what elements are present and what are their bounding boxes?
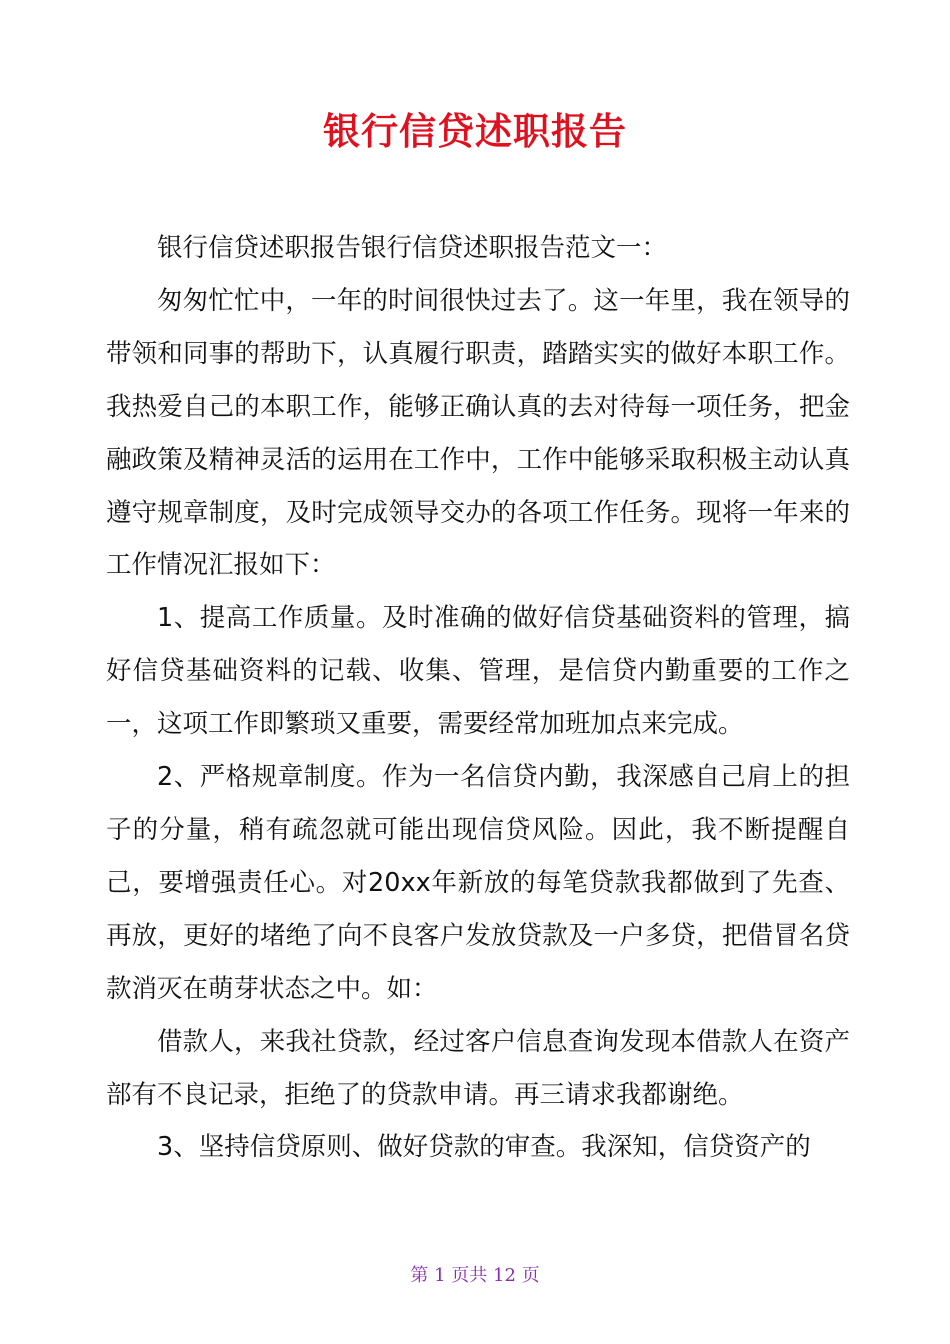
paragraph-item-3: 3、坚持信贷原则、做好贷款的审查。我深知，信贷资产的 [157, 1132, 811, 1163]
document-body [106, 222, 850, 1174]
paragraph-example: 借款人，来我社贷款，经过客户信息查询发现本借款人在资产部有不良记录，拒绝了的贷款申请。再三请求我都谢绝。 [106, 1026, 850, 1110]
paragraph-item-2: 2、严格规章制度。作为一名信贷内勤，我深感自己肩上的担子的分量，稍有疏忽就可能出现信贷风险。因此，我不断提醒自己，要增强责任心。对20xx年新放的每笔贷款我都做到了先查、再放，更好的堵绝了向不良客户发放贷款及一户多贷，把借冒名贷款消灭在萌芽状态之中。如： [106, 762, 850, 1004]
paragraph-item-1: 1、提高工作质量。及时准确的做好信贷基础资料的管理，搞好信贷基础资料的记载、收集、管理，是信贷内勤重要的工作之一，这项工作即繁琐又重要，需要经常加班加点来完成。 [106, 603, 850, 740]
document-title: 银行信贷述职报告 [323, 110, 627, 153]
paragraph-summary: 匆匆忙忙中，一年的时间很快过去了。这一年里，我在领导的带领和同事的帮助下，认真履行职责，踏踏实实的做好本职工作。我热爱自己的本职工作，能够正确认真的去对待每一项任务，把金融政策及精神灵活的运用在工作中，工作中能够采取积极主动认真遵守规章制度，及时完成领导交办的各项工作任务。现将一年来的工作情况汇报如下： [106, 285, 850, 581]
paragraph-intro: 银行信贷述职报告银行信贷述职报告范文一： [157, 233, 668, 263]
page-number-footer: 第 1 页共 12 页 [410, 1265, 540, 1286]
